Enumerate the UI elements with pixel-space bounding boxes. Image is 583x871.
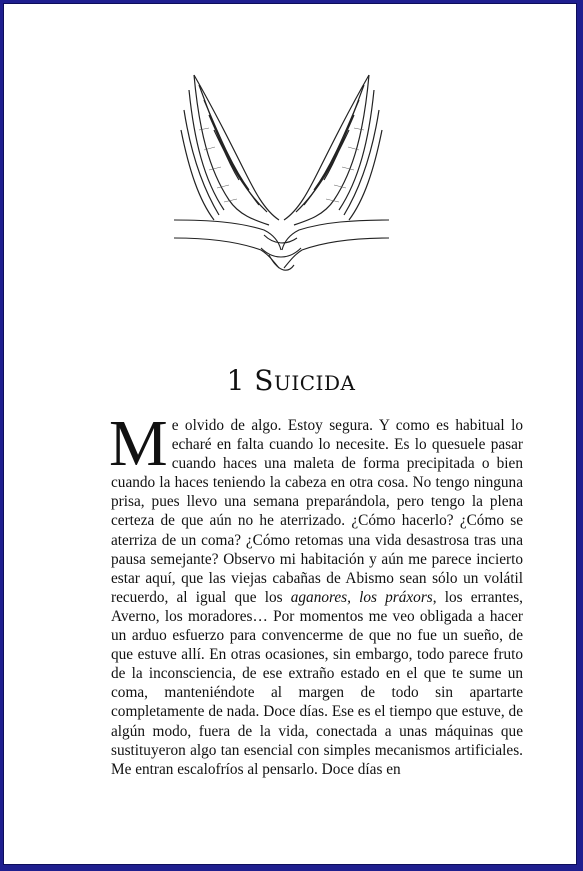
text-run: e olvido de algo. Estoy segura. Y como es habitual lo echaré en falta cuando lo necesite. Es lo quesuele pasar cuando haces una maleta de forma precipitada o bien cuando la haces teniendo la cabeza en otra cosa. No tengo ninguna prisa, pues llevo una semana preparándola, pero tengo la plena certeza de que aún no he aterrizado. ¿Cómo hacerlo? ¿Cómo se aterriza de un coma? ¿Cómo retomas una vida desastrosa tras una pausa semejante? Observo mi habitación y aún me parece incierto estar aquí, que las viejas cabañas de Abismo sean sólo un volátil recuerdo, al igual que los <box>111 417 523 606</box>
chapter-number: 1 <box>226 364 245 397</box>
text-run: , los errantes, Averno, los moradores… Por momentos me veo obligada a hacer un arduo esfuerzo para convencerme de que no fue un sueño, de que estuve allí. En otras ocasiones, sin embargo, todo parece fruto de la inconsciencia, de ese extraño estado en el que te sume un coma, manteniéndote al margen de todo sin apartarte completamente de nada. Doce días. Ese es el tiempo que estuve, de algún modo, fuera de la vida, conectada a unas máquinas que sustituyeron algo tan esencial con simples mecanismos artificiales. Me entran escalofríos al pensarlo. Doce días en <box>111 588 523 778</box>
drop-cap: M <box>109 407 168 480</box>
book-page <box>3 3 577 865</box>
italic-run: aganores, los práxors <box>290 588 433 606</box>
chapter-title <box>4 364 578 397</box>
winged-clasped-hands-icon <box>169 70 394 290</box>
chapter-body <box>109 407 523 779</box>
paragraph <box>109 407 523 779</box>
chapter-name: Suicida <box>254 364 356 397</box>
